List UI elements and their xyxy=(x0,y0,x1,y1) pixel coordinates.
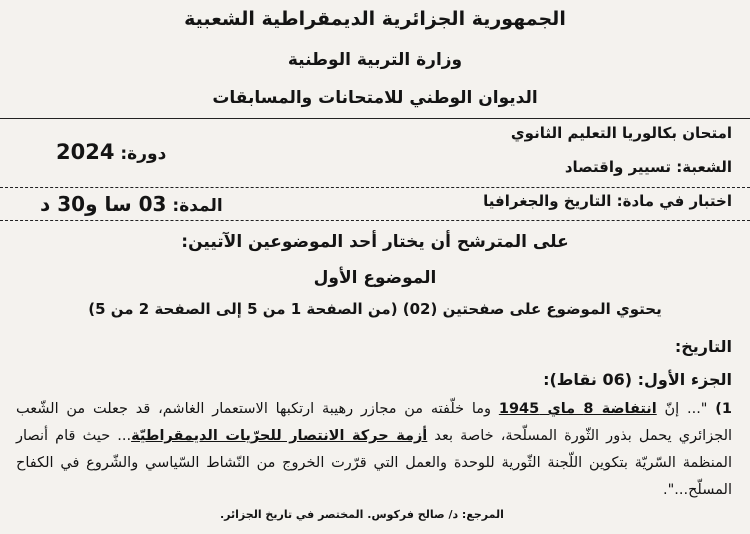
subject-divider xyxy=(0,220,750,221)
duration-value: 03 سا و30 د xyxy=(40,192,167,216)
instruction: على المترشح أن يختار أحد الموضوعين الآتيين: xyxy=(181,232,569,252)
part-title: الجزء الأول: (06 نقاط): xyxy=(543,370,732,389)
reference: المرجع: د/ صالح فركوس. المختصر في تاريخ الجزائر. xyxy=(220,508,504,521)
topic-title: الموضوع الأول xyxy=(313,268,437,288)
question-number: 1) xyxy=(715,401,733,417)
session xyxy=(56,140,166,164)
session-year: 2024 xyxy=(56,140,115,164)
question-text-1: "... إنّ xyxy=(656,401,708,417)
underlined-term-2: أزمة حركة الانتصار للحرّيات الديمقراطيّة xyxy=(131,428,428,444)
question-text-3: ... حيث قام أنصار المنظمة السّريّة بتكوين اللّجنة الثّورية للوحدة والعمل التي قرّرت الخروج من النّشاط السّياسي والشّروع في الكفاح المسلّح...". xyxy=(16,428,732,498)
branch: الشعبة: تسيير واقتصاد xyxy=(564,158,732,176)
section-title: التاريخ: xyxy=(674,337,732,356)
underlined-term-1: انتفاضة 8 ماي 1945 xyxy=(498,401,657,417)
question-text-2: وما خلّفته من مجازر رهيبة ارتكبها الاستعمار الغاشم، قد جعلت من الشّعب الجزائري يحمل بذور الثّورة المسلّحة، خاصة بعد xyxy=(16,401,733,444)
republic-title: الجمهورية الجزائرية الديمقراطية الشعبية xyxy=(184,8,566,30)
info-divider xyxy=(0,187,750,188)
office-title: الديوان الوطني للامتحانات والمسابقات xyxy=(212,88,538,108)
question-paragraph xyxy=(16,396,732,504)
pages-note: يحتوي الموضوع على صفحتين (02) (من الصفحة 1 من 5 إلى الصفحة 2 من 5) xyxy=(88,300,662,318)
exam-name: امتحان بكالوريا التعليم الثانوي xyxy=(510,124,732,142)
header-divider xyxy=(0,118,750,119)
duration xyxy=(40,192,223,216)
duration-label: المدة: xyxy=(172,196,223,216)
ministry-title: وزارة التربية الوطنية xyxy=(287,50,463,70)
session-label: دورة: xyxy=(120,144,167,164)
subject: اختبار في مادة: التاريخ والجغرافيا xyxy=(483,192,732,210)
